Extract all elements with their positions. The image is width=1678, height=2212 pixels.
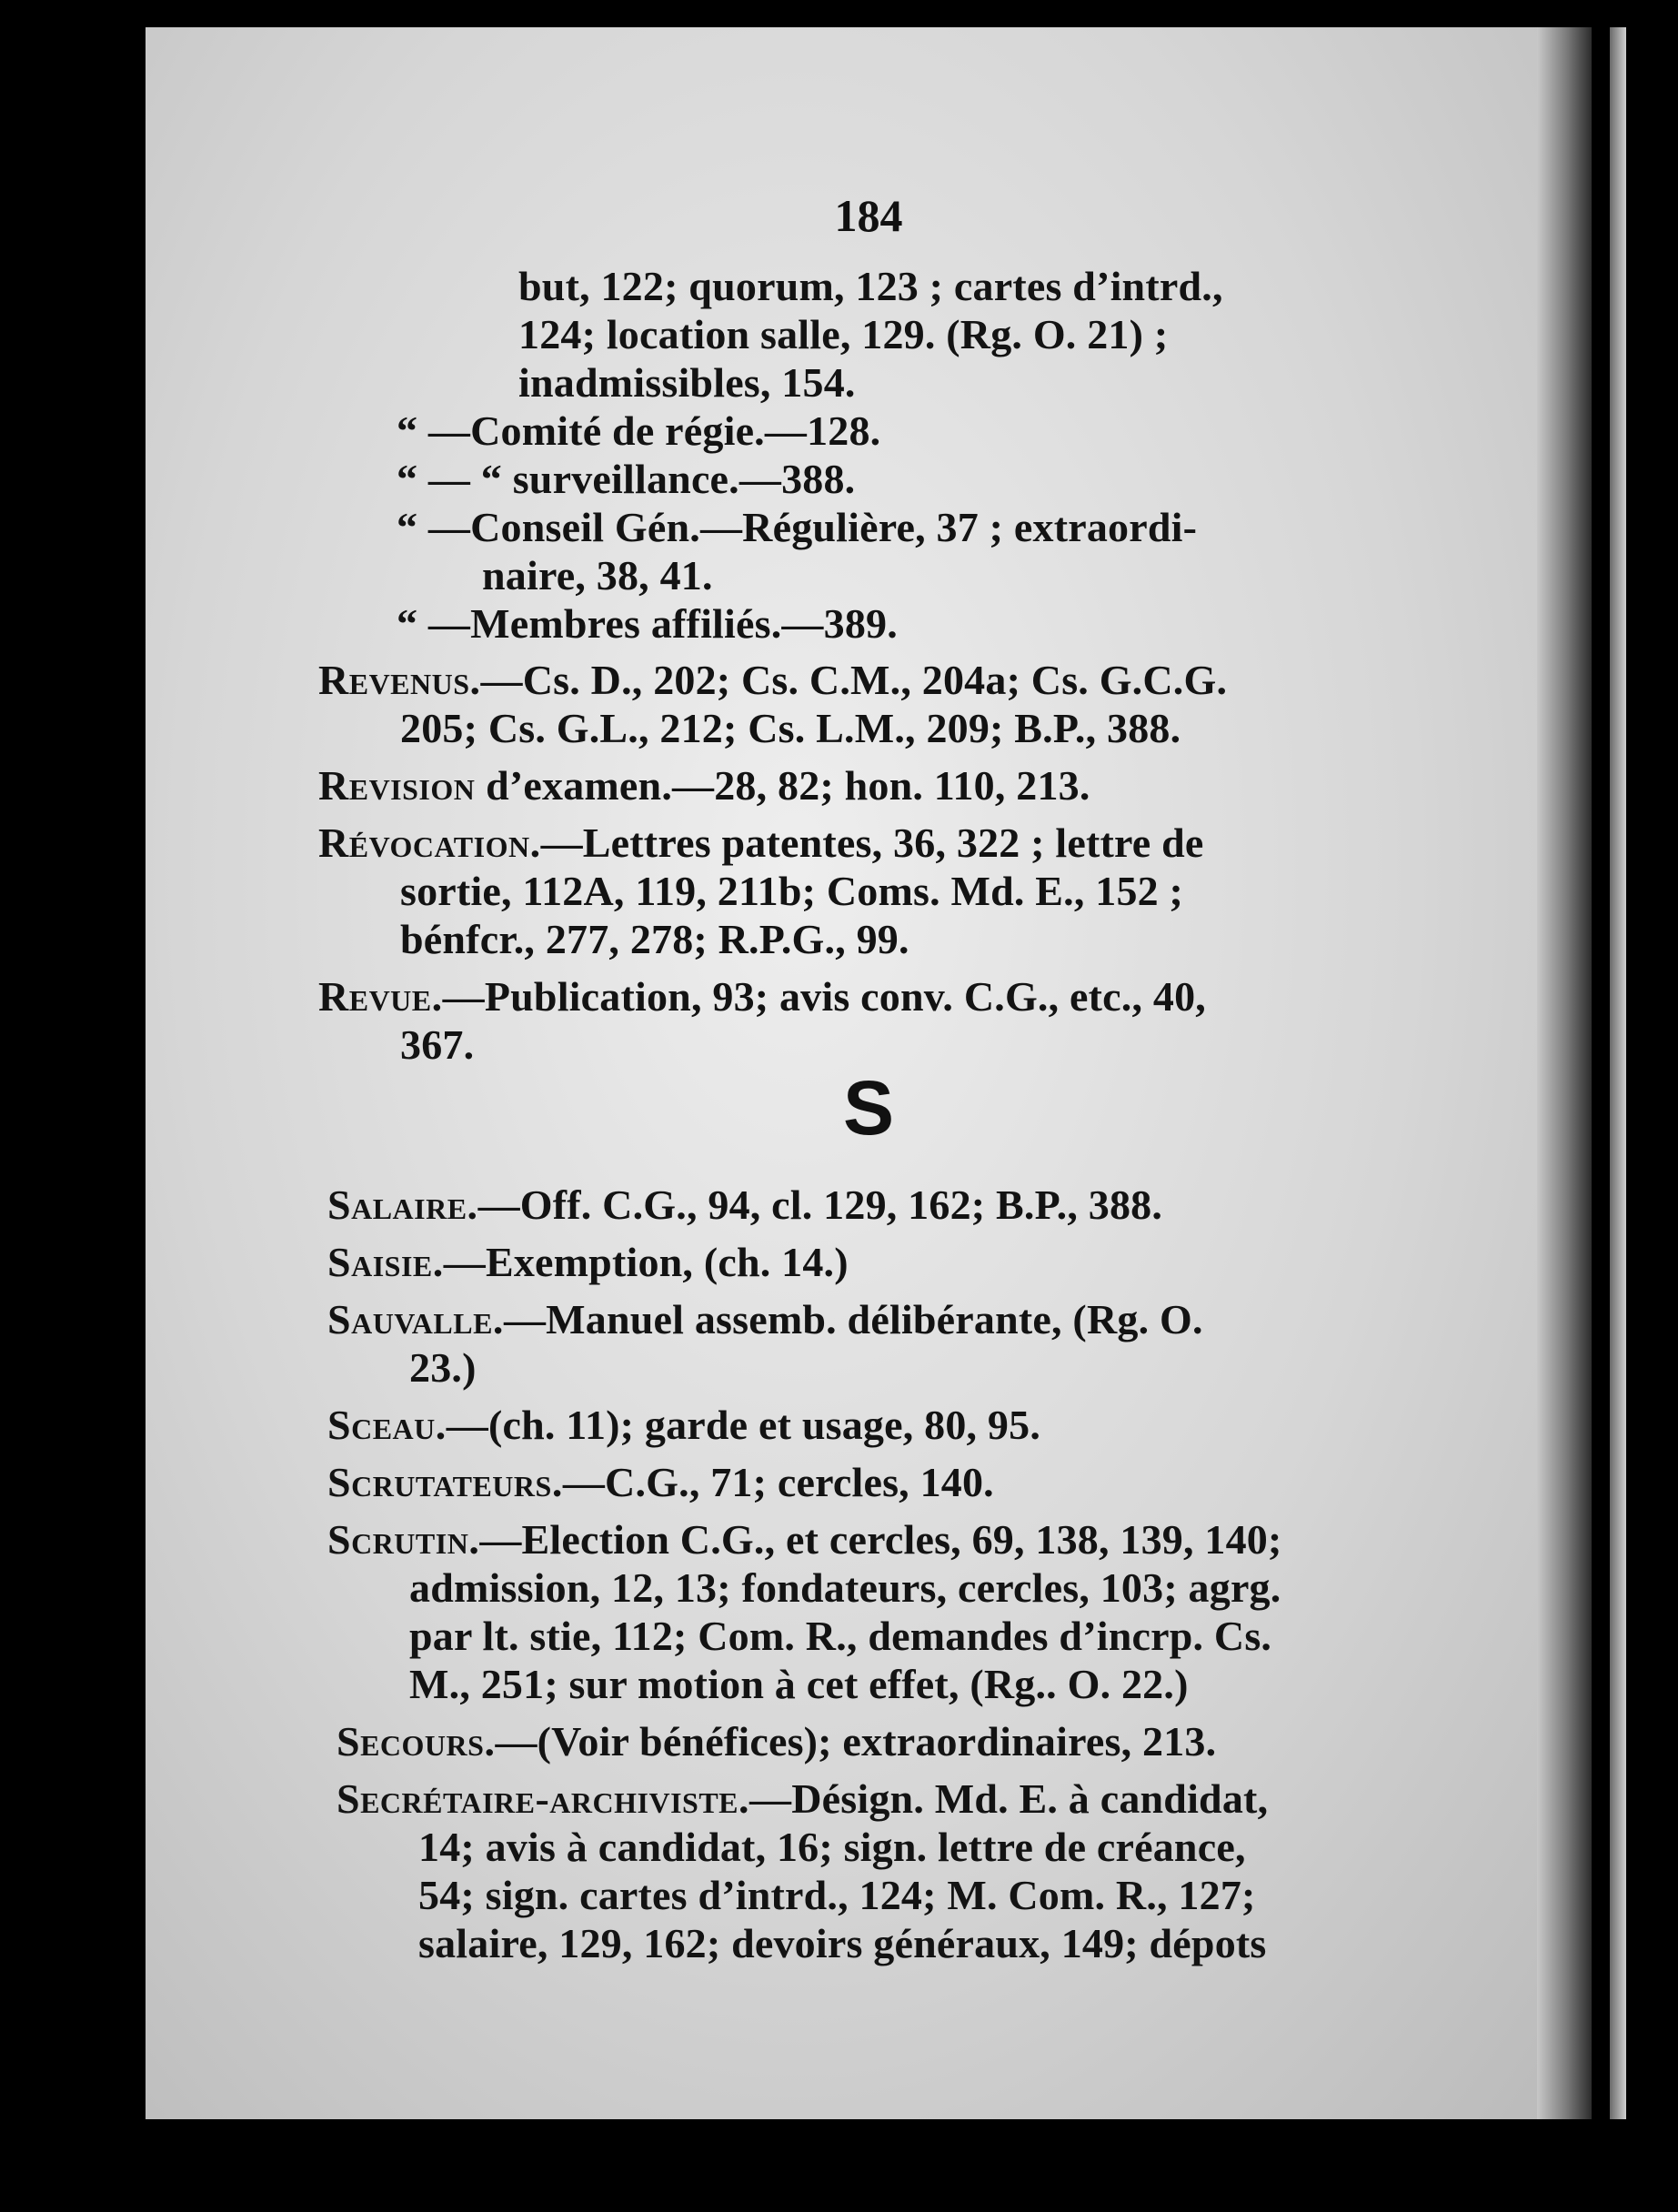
entry-text: —Manuel assemb. délibérante, (Rg. O. <box>503 1296 1203 1342</box>
index-entry <box>318 819 1204 866</box>
entry-heading: Secrétaire-archiviste. <box>337 1775 750 1822</box>
entry-heading: Secours. <box>337 1718 496 1765</box>
entry-continuation: sortie, 112A, 119, 211b; Coms. Md. E., 152 ; <box>400 868 1184 914</box>
entry-continuation: par lt. stie, 112; Com. R., demandes d’incrp. Cs. <box>409 1613 1272 1659</box>
entry-heading: Scrutateurs. <box>327 1459 563 1505</box>
entry-continuation: admission, 12, 13; fondateurs, cercles, 103; agrg. <box>409 1564 1281 1611</box>
index-entry <box>327 1296 1203 1342</box>
entry-continuation: M., 251; sur motion à cet effet, (Rg.. O. 22.) <box>409 1661 1189 1707</box>
entry-continuation: 14; avis à candidat, 16; sign. lettre de créance, <box>418 1824 1246 1870</box>
entry-text: —Exemption, (ch. 14.) <box>443 1239 849 1285</box>
entry-heading: Revue. <box>318 973 443 1020</box>
sub-entry-line: “ —Conseil Gén.—Régulière, 37 ; extraordi- <box>397 504 1198 550</box>
entry-text: —Désign. Md. E. à candidat, <box>749 1775 1269 1822</box>
continuation-line: inadmissibles, 154. <box>518 359 856 406</box>
entry-continuation: 54; sign. cartes d’intrd., 124; M. Com. R., 127; <box>418 1872 1256 1918</box>
entry-text: —Off. C.G., 94, cl. 129, 162; B.P., 388. <box>477 1181 1163 1228</box>
index-entries <box>146 27 1592 2119</box>
entry-text: —(ch. 11); garde et usage, 80, 95. <box>446 1402 1041 1448</box>
entry-heading: Salaire. <box>327 1181 478 1228</box>
index-entry <box>318 659 1227 701</box>
entry-continuation: 367. <box>400 1021 475 1068</box>
section-letter-heading: S <box>842 1065 895 1151</box>
entry-heading: Revenus. <box>318 657 481 703</box>
index-entry <box>327 1516 1282 1563</box>
index-entry <box>318 973 1206 1020</box>
continuation-line: 124; location salle, 129. (Rg. O. 21) ; <box>518 311 1169 357</box>
sub-entry-line: naire, 38, 41. <box>482 552 713 598</box>
entry-text: d’examen.—28, 82; hon. 110, 213. <box>475 762 1090 809</box>
entry-text: —C.G., 71; cercles, 140. <box>562 1459 994 1505</box>
index-entry <box>337 1775 1269 1822</box>
book-page <box>146 27 1592 2119</box>
entry-text: —Lettres patentes, 36, 322 ; lettre de <box>540 819 1204 866</box>
index-entry <box>327 1181 1163 1228</box>
page-number: 184 <box>834 190 903 241</box>
entry-heading: Saisie. <box>327 1239 444 1285</box>
sub-entry-line: “ —Membres affiliés.—389. <box>397 600 898 647</box>
index-entry <box>327 1404 1040 1446</box>
entry-heading: Sauvalle. <box>327 1296 504 1342</box>
entry-heading: Révocation. <box>318 819 541 866</box>
entry-continuation: bénfcr., 277, 278; R.P.G., 99. <box>400 916 909 962</box>
index-entry <box>337 1718 1217 1765</box>
entry-text: —Publication, 93; avis conv. C.G., etc., 40, <box>442 973 1206 1020</box>
index-entry <box>327 1459 994 1505</box>
sub-entry-line: “ —Comité de régie.—128. <box>397 407 881 454</box>
entry-continuation: 205; Cs. G.L., 212; Cs. L.M., 209; B.P., 388. <box>400 705 1181 751</box>
entry-continuation: salaire, 129, 162; devoirs généraux, 149; dépots <box>418 1920 1267 1966</box>
entry-heading: Scrutin. <box>327 1516 480 1563</box>
index-entry <box>318 762 1090 809</box>
entry-continuation: 23.) <box>409 1344 477 1391</box>
index-entry <box>327 1239 849 1285</box>
entry-text: —Election C.G., et cercles, 69, 138, 139, 140; <box>479 1516 1282 1563</box>
adjacent-page-edge <box>1610 27 1626 2119</box>
entry-heading: Revision <box>318 762 476 809</box>
entry-text: —Cs. D., 202; Cs. C.M., 204a; Cs. G.C.G. <box>480 657 1228 703</box>
entry-heading: Sceau. <box>327 1402 447 1448</box>
continuation-line: but, 122; quorum, 123 ; cartes d’intrd., <box>518 263 1223 309</box>
entry-text: —(Voir bénéfices); extraordinaires, 213. <box>495 1718 1217 1765</box>
sub-entry-line: “ — “ surveillance.—388. <box>397 456 856 502</box>
